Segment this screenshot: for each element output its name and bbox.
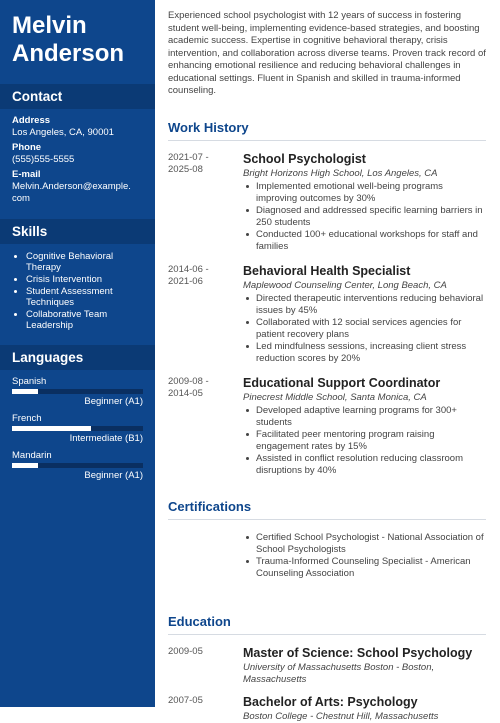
skill-item: Student Assessment Techniques (12, 286, 143, 308)
job-title: School Psychologist (243, 151, 366, 166)
job-entry (168, 152, 486, 253)
job-title: Behavioral Health Specialist (243, 263, 411, 278)
job-entry (168, 264, 486, 365)
work-history-heading: Work History (168, 120, 486, 141)
job-bullet: Collaborated with 12 social services agencies for patient recovery plans (243, 317, 486, 341)
skill-item: Collaborative Team Leadership (12, 309, 143, 331)
certifications-heading: Certifications (168, 499, 486, 520)
address-label: Address (12, 115, 51, 126)
job-bullet: Developed adaptive learning programs for 300+ students (243, 405, 486, 429)
job-date-start: 2014-06 - (168, 263, 209, 275)
job-company: Maplewood Counseling Center, Long Beach, CA (243, 279, 447, 291)
skills-list (0, 244, 155, 331)
professional-summary: Experienced school psychologist with 12 years of success in fostering student well-being, implementing evidence-based strategies, and boosting academic success. Expertise in cognitive behavioral therapy, crisis intervention, and collaboration across diverse teams. Proven track record of enhancing emotional resilience and reducing behavioral challenges in educational settings. Fluent in Spanish and skilled in trauma-informed counseling. (168, 10, 486, 96)
education-entry (168, 646, 486, 686)
job-date-end: 2021-06 (168, 275, 203, 287)
skill-item: Crisis Intervention (12, 274, 143, 285)
sidebar (0, 0, 155, 707)
job-bullets (243, 405, 486, 477)
job-dates (168, 376, 243, 477)
job-bullet: Led mindfulness sessions, increasing client stress reduction scores by 20% (243, 341, 486, 365)
job-bullets (243, 293, 486, 365)
job-date-end: 2014-05 (168, 387, 203, 399)
language-item (12, 413, 143, 445)
job-bullet: Diagnosed and addressed specific learning barriers in 250 students (243, 205, 486, 229)
language-level-fill (12, 426, 91, 431)
main-content (155, 0, 500, 722)
education-date: 2007-05 (168, 694, 203, 706)
phone-value: (555)555-5555 (12, 154, 75, 165)
language-name: Spanish (12, 376, 47, 387)
contact-block (0, 109, 155, 205)
language-name: Mandarin (12, 450, 52, 461)
contact-heading: Contact (0, 84, 155, 109)
job-details (243, 264, 486, 365)
language-name: French (12, 413, 42, 424)
certifications-list (243, 532, 486, 580)
language-level-bar (12, 389, 143, 394)
job-bullet: Facilitated peer mentoring program raising engagement rates by 15% (243, 429, 486, 453)
first-name: Melvin (12, 12, 87, 39)
language-level: Intermediate (B1) (69, 433, 143, 444)
job-company: Bright Horizons High School, Los Angeles, CA (243, 167, 438, 179)
job-date-start: 2021-07 - (168, 151, 209, 163)
email-label: E-mail (12, 169, 41, 180)
job-details (243, 376, 486, 477)
job-company: Pinecrest Middle School, Santa Monica, CA (243, 391, 427, 403)
languages-block (0, 370, 155, 482)
email-value-line1: Melvin.Anderson@example. (12, 181, 131, 192)
certification-item: Certified School Psychologist - National Association of School Psychologists (243, 532, 486, 556)
address-value: Los Angeles, CA, 90001 (12, 127, 114, 138)
language-level-fill (12, 463, 38, 468)
language-level: Beginner (A1) (84, 396, 143, 407)
language-item (12, 450, 143, 482)
certification-item: Trauma-Informed Counseling Specialist - American Counseling Association (243, 556, 486, 580)
degree-title: Bachelor of Arts: Psychology (243, 694, 418, 709)
job-date-end: 2025-08 (168, 163, 203, 175)
school-name: University of Massachusetts Boston - Boston, Massachusetts (243, 661, 435, 685)
language-level-fill (12, 389, 38, 394)
skill-item: Cognitive Behavioral Therapy (12, 251, 143, 273)
job-date-start: 2009-08 - (168, 375, 209, 387)
language-level-bar (12, 426, 143, 431)
email-value-line2: com (12, 193, 30, 204)
job-title: Educational Support Coordinator (243, 375, 441, 390)
job-bullets (243, 181, 486, 253)
job-bullet: Assisted in conflict resolution reducing classroom disruptions by 40% (243, 453, 486, 477)
education-details (243, 695, 486, 723)
language-level-bar (12, 463, 143, 468)
last-name: Anderson (12, 40, 125, 67)
language-level: Beginner (A1) (84, 470, 143, 481)
language-item (12, 376, 143, 408)
degree-title: Master of Science: School Psychology (243, 645, 473, 660)
job-dates (168, 152, 243, 253)
job-bullet: Conducted 100+ educational workshops for staff and families (243, 229, 486, 253)
languages-heading: Languages (0, 345, 155, 370)
education-entry (168, 695, 486, 723)
education-details (243, 646, 486, 686)
job-entry (168, 376, 486, 477)
job-dates (168, 264, 243, 365)
school-name: Boston College - Chestnut Hill, Massachusetts (243, 710, 439, 722)
job-bullet: Implemented emotional well-being programs improving outcomes by 30% (243, 181, 486, 205)
skills-heading: Skills (0, 219, 155, 244)
job-details (243, 152, 486, 253)
education-date: 2009-05 (168, 645, 203, 657)
candidate-name (0, 0, 155, 68)
job-bullet: Directed therapeutic interventions reducing behavioral issues by 45% (243, 293, 486, 317)
phone-label: Phone (12, 142, 42, 153)
education-heading: Education (168, 614, 486, 635)
